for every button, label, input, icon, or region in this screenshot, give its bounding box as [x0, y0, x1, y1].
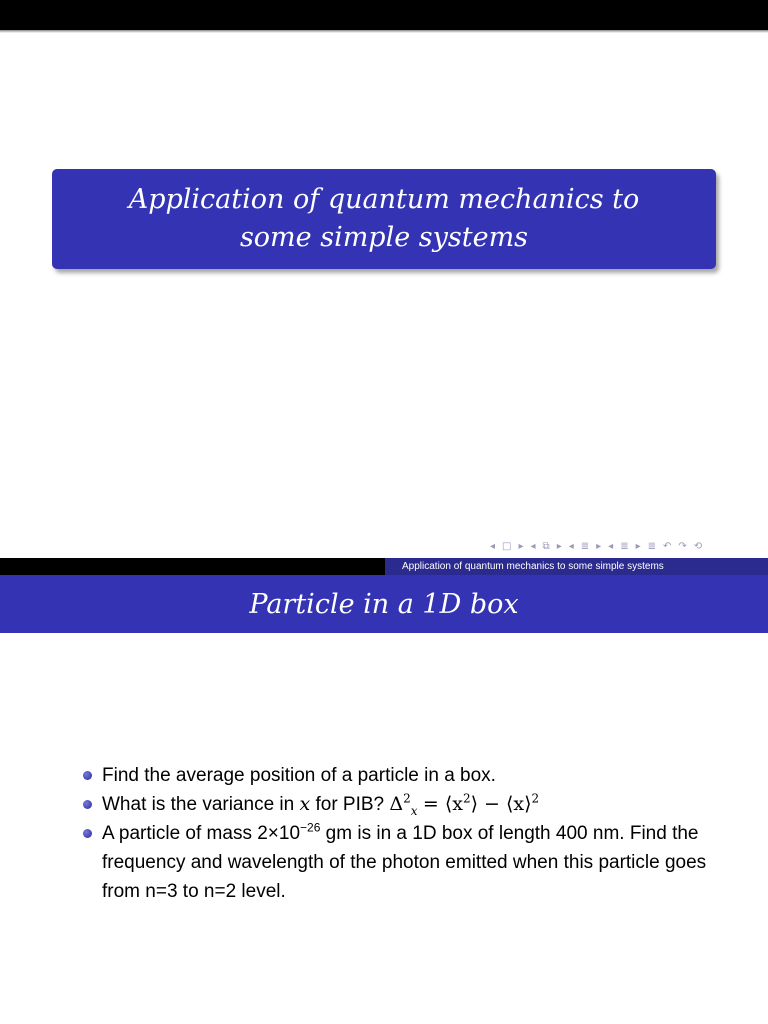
nav-search-icon[interactable]: ⟲ — [693, 540, 703, 552]
bullet-2-eq: = ⟨x — [422, 793, 463, 815]
slide-title-line-1: Application of quantum mechanics to — [128, 184, 640, 215]
nav-back-icon[interactable]: ↶ — [663, 540, 672, 552]
bullet-2-sup2: 2 — [462, 791, 471, 806]
bullet-2-delta-sub: x — [410, 803, 418, 818]
list-item — [80, 790, 720, 819]
nav-next-section-icon[interactable]: ▸ — [635, 540, 641, 552]
bullet-2-variable: x — [299, 793, 311, 815]
nav-prev-frame-icon[interactable]: ◂ — [530, 540, 536, 552]
slide-title-line-2: some simple systems — [239, 222, 529, 253]
bullet-dot-icon — [83, 800, 92, 809]
frame-title-bar — [0, 575, 768, 633]
nav-section-icon[interactable]: ≣ — [620, 540, 629, 552]
nav-slide-icon[interactable]: □ — [502, 540, 512, 552]
nav-subsection-icon[interactable]: ≣ — [580, 540, 590, 552]
top-black-bar — [0, 0, 768, 30]
bullet-dot-icon — [83, 829, 92, 838]
bullet-2-prefix: What is the variance in — [102, 794, 295, 815]
beamer-navigation-bar — [490, 538, 762, 554]
nav-frame-icon[interactable]: ⧉ — [542, 540, 550, 552]
slide-title-block — [52, 169, 716, 269]
top-bar-shadow — [0, 30, 768, 33]
bullet-dot-icon — [83, 771, 92, 780]
bullet-3-suffix: gm is in a 1D box of length 400 nm. Find the frequency and wavelength of the photon emitted when this particle goes from n=3 to n=2 level. — [102, 823, 707, 902]
bullet-2-sup3: 2 — [531, 791, 540, 806]
bullet-2-delta: Δ — [389, 793, 404, 815]
nav-next-subsection-icon[interactable]: ▸ — [596, 540, 602, 552]
bullet-3-prefix: A particle of mass 2×10 — [102, 823, 301, 844]
list-item — [80, 761, 720, 790]
bullet-3-exponent: −26 — [300, 820, 321, 835]
nav-next-slide-icon[interactable]: ▸ — [518, 540, 524, 552]
nav-prev-slide-icon[interactable]: ◂ — [490, 540, 496, 552]
nav-prev-subsection-icon[interactable]: ◂ — [568, 540, 574, 552]
bullet-list — [80, 761, 720, 906]
list-item — [80, 819, 720, 906]
bullet-2-mid2: ⟩ − ⟨x⟩ — [470, 793, 532, 815]
bullet-1-text: Find the average position of a particle in a box. — [102, 765, 496, 786]
nav-prev-section-icon[interactable]: ◂ — [608, 540, 614, 552]
nav-next-frame-icon[interactable]: ▸ — [556, 540, 562, 552]
slide2-header-title: Application of quantum mechanics to some simple systems — [402, 561, 664, 572]
nav-forward-icon[interactable]: ↷ — [678, 540, 687, 552]
frame-title: Particle in a 1D box — [249, 588, 519, 620]
nav-document-icon[interactable]: ≣ — [647, 540, 657, 552]
bullet-2-delta-sup: 2 — [403, 791, 411, 806]
slide2-header-strip — [385, 558, 768, 575]
bullet-2-mid: for PIB? — [315, 794, 385, 815]
